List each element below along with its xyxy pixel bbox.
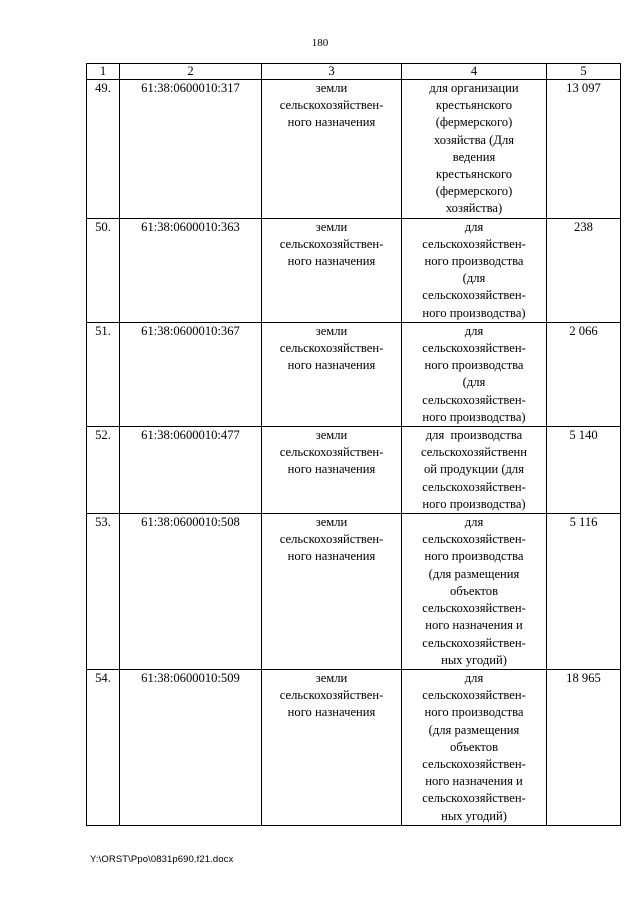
- permitted-use-line: объектов: [449, 739, 499, 754]
- permitted-use-line: сельскохозяйствен-: [422, 392, 526, 407]
- cadastral-number-cell: 61:38:0600010:477: [120, 427, 262, 514]
- land-category-line: сельскохозяйствен-: [279, 688, 384, 703]
- land-category-line: земли: [315, 81, 348, 95]
- cadastral-number-cell: 61:38:0600010:367: [120, 322, 262, 426]
- cadastral-number-cell: 61:38:0600010:508: [120, 514, 262, 670]
- permitted-use-line: (для: [462, 271, 486, 286]
- permitted-use-line: ного производства: [424, 254, 524, 269]
- land-category-cell: [262, 427, 402, 514]
- permitted-use-line: (для размещения: [428, 722, 520, 737]
- permitted-use-line: сельскохозяйствен-: [422, 236, 526, 251]
- row-number-cell: 49.: [87, 80, 120, 219]
- land-category-cell: [262, 218, 402, 322]
- area-cell: 5 140: [547, 427, 621, 514]
- land-category-cell: [262, 669, 402, 825]
- permitted-use-line: сельскохозяйствен-: [422, 341, 526, 356]
- permitted-use-line: для: [464, 515, 484, 530]
- file-path-footer: Y:\ORST\Ppo\0831p690.f21.docx: [90, 854, 234, 865]
- permitted-use-line: для: [464, 323, 484, 338]
- land-category-line: сельскохозяйствен-: [279, 98, 384, 113]
- permitted-use-line: ного назначения и: [425, 618, 523, 633]
- permitted-use-line: объектов: [449, 583, 499, 598]
- land-category-line: ного назначения: [287, 358, 376, 373]
- permitted-use-cell: [402, 514, 547, 670]
- permitted-use-cell: [402, 80, 547, 219]
- land-plots-table: [86, 63, 621, 826]
- row-number-cell: 51.: [87, 322, 120, 426]
- permitted-use-line: крестьянского: [435, 98, 513, 113]
- area-cell: 18 965: [547, 669, 621, 825]
- permitted-use-line: (для размещения: [428, 566, 520, 581]
- permitted-use-line: сельскохозяйственн: [420, 445, 528, 460]
- permitted-use-line: сельскохозяйствен-: [422, 635, 526, 650]
- permitted-use-line: ного производства): [422, 409, 526, 424]
- permitted-use-line: сельскохозяйствен-: [422, 756, 526, 771]
- permitted-use-line: сельскохозяйствен-: [422, 532, 526, 547]
- land-category-line: ного назначения: [287, 115, 376, 130]
- land-category-cell: [262, 80, 402, 219]
- land-category-line: земли: [315, 670, 348, 685]
- land-category-line: сельскохозяйствен-: [279, 341, 384, 356]
- column-header-2: 2: [120, 64, 262, 80]
- table-row: [87, 218, 621, 322]
- permitted-use-cell: [402, 218, 547, 322]
- land-category-line: земли: [315, 515, 348, 530]
- column-header-1: 1: [87, 64, 120, 80]
- column-header-4: 4: [402, 64, 547, 80]
- row-number-cell: 52.: [87, 427, 120, 514]
- area-cell: 13 097: [547, 80, 621, 219]
- land-category-line: земли: [315, 428, 348, 443]
- cadastral-number-cell: 61:38:0600010:509: [120, 669, 262, 825]
- permitted-use-line: ного назначения и: [425, 774, 523, 789]
- permitted-use-line: сельскохозяйствен-: [422, 601, 526, 616]
- permitted-use-line: сельскохозяйствен-: [422, 479, 526, 494]
- permitted-use-line: хозяйства (Для: [433, 132, 515, 147]
- land-category-line: ного назначения: [287, 254, 376, 269]
- land-category-cell: [262, 514, 402, 670]
- land-category-line: ного назначения: [287, 462, 376, 477]
- table-row: [87, 322, 621, 426]
- land-category-line: сельскохозяйствен-: [279, 445, 384, 460]
- land-category-line: земли: [315, 219, 348, 234]
- cadastral-number-cell: 61:38:0600010:363: [120, 218, 262, 322]
- table-row: [87, 514, 621, 670]
- permitted-use-line: сельскохозяйствен-: [422, 791, 526, 806]
- permitted-use-line: хозяйства): [445, 201, 503, 216]
- table-row: [87, 427, 621, 514]
- permitted-use-line: сельскохозяйствен-: [422, 288, 526, 303]
- permitted-use-line: ного производства: [424, 358, 524, 373]
- permitted-use-line: ного производства): [422, 496, 526, 511]
- row-number-cell: 50.: [87, 218, 120, 322]
- permitted-use-line: (для: [462, 375, 486, 390]
- land-category-line: сельскохозяйствен-: [279, 532, 384, 547]
- row-number-cell: 54.: [87, 669, 120, 825]
- permitted-use-line: (фермерского): [435, 115, 513, 130]
- permitted-use-line: сельскохозяйствен-: [422, 688, 526, 703]
- land-category-cell: [262, 322, 402, 426]
- permitted-use-cell: [402, 322, 547, 426]
- permitted-use-line: ного производства: [424, 705, 524, 720]
- page-number: 180: [311, 37, 329, 49]
- row-number-cell: 53.: [87, 514, 120, 670]
- permitted-use-line: (фермерского): [435, 184, 513, 199]
- column-header-3: 3: [262, 64, 402, 80]
- area-cell: 238: [547, 218, 621, 322]
- permitted-use-line: для организации: [429, 81, 519, 95]
- permitted-use-line: для: [464, 670, 484, 685]
- permitted-use-line: ного производства): [422, 305, 526, 320]
- permitted-use-line: ных угодий): [441, 808, 507, 823]
- land-category-line: ного назначения: [287, 549, 376, 564]
- permitted-use-line: ой продукции (для: [423, 462, 525, 477]
- area-cell: 2 066: [547, 322, 621, 426]
- land-category-line: ного назначения: [287, 705, 376, 720]
- area-cell: 5 116: [547, 514, 621, 670]
- column-header-5: 5: [547, 64, 621, 80]
- table-row: [87, 80, 621, 219]
- permitted-use-line: для: [464, 219, 484, 234]
- permitted-use-cell: [402, 427, 547, 514]
- cadastral-number-cell: 61:38:0600010:317: [120, 80, 262, 219]
- permitted-use-cell: [402, 669, 547, 825]
- permitted-use-line: ного производства: [424, 549, 524, 564]
- permitted-use-line: ведения: [452, 149, 496, 164]
- permitted-use-line: ных угодий): [441, 652, 507, 667]
- header-row: [87, 64, 621, 80]
- table-body: [87, 80, 621, 826]
- table-row: [87, 669, 621, 825]
- land-category-line: сельскохозяйствен-: [279, 236, 384, 251]
- permitted-use-line: для производства: [425, 428, 523, 443]
- permitted-use-line: крестьянского: [435, 167, 513, 182]
- land-category-line: земли: [315, 323, 348, 338]
